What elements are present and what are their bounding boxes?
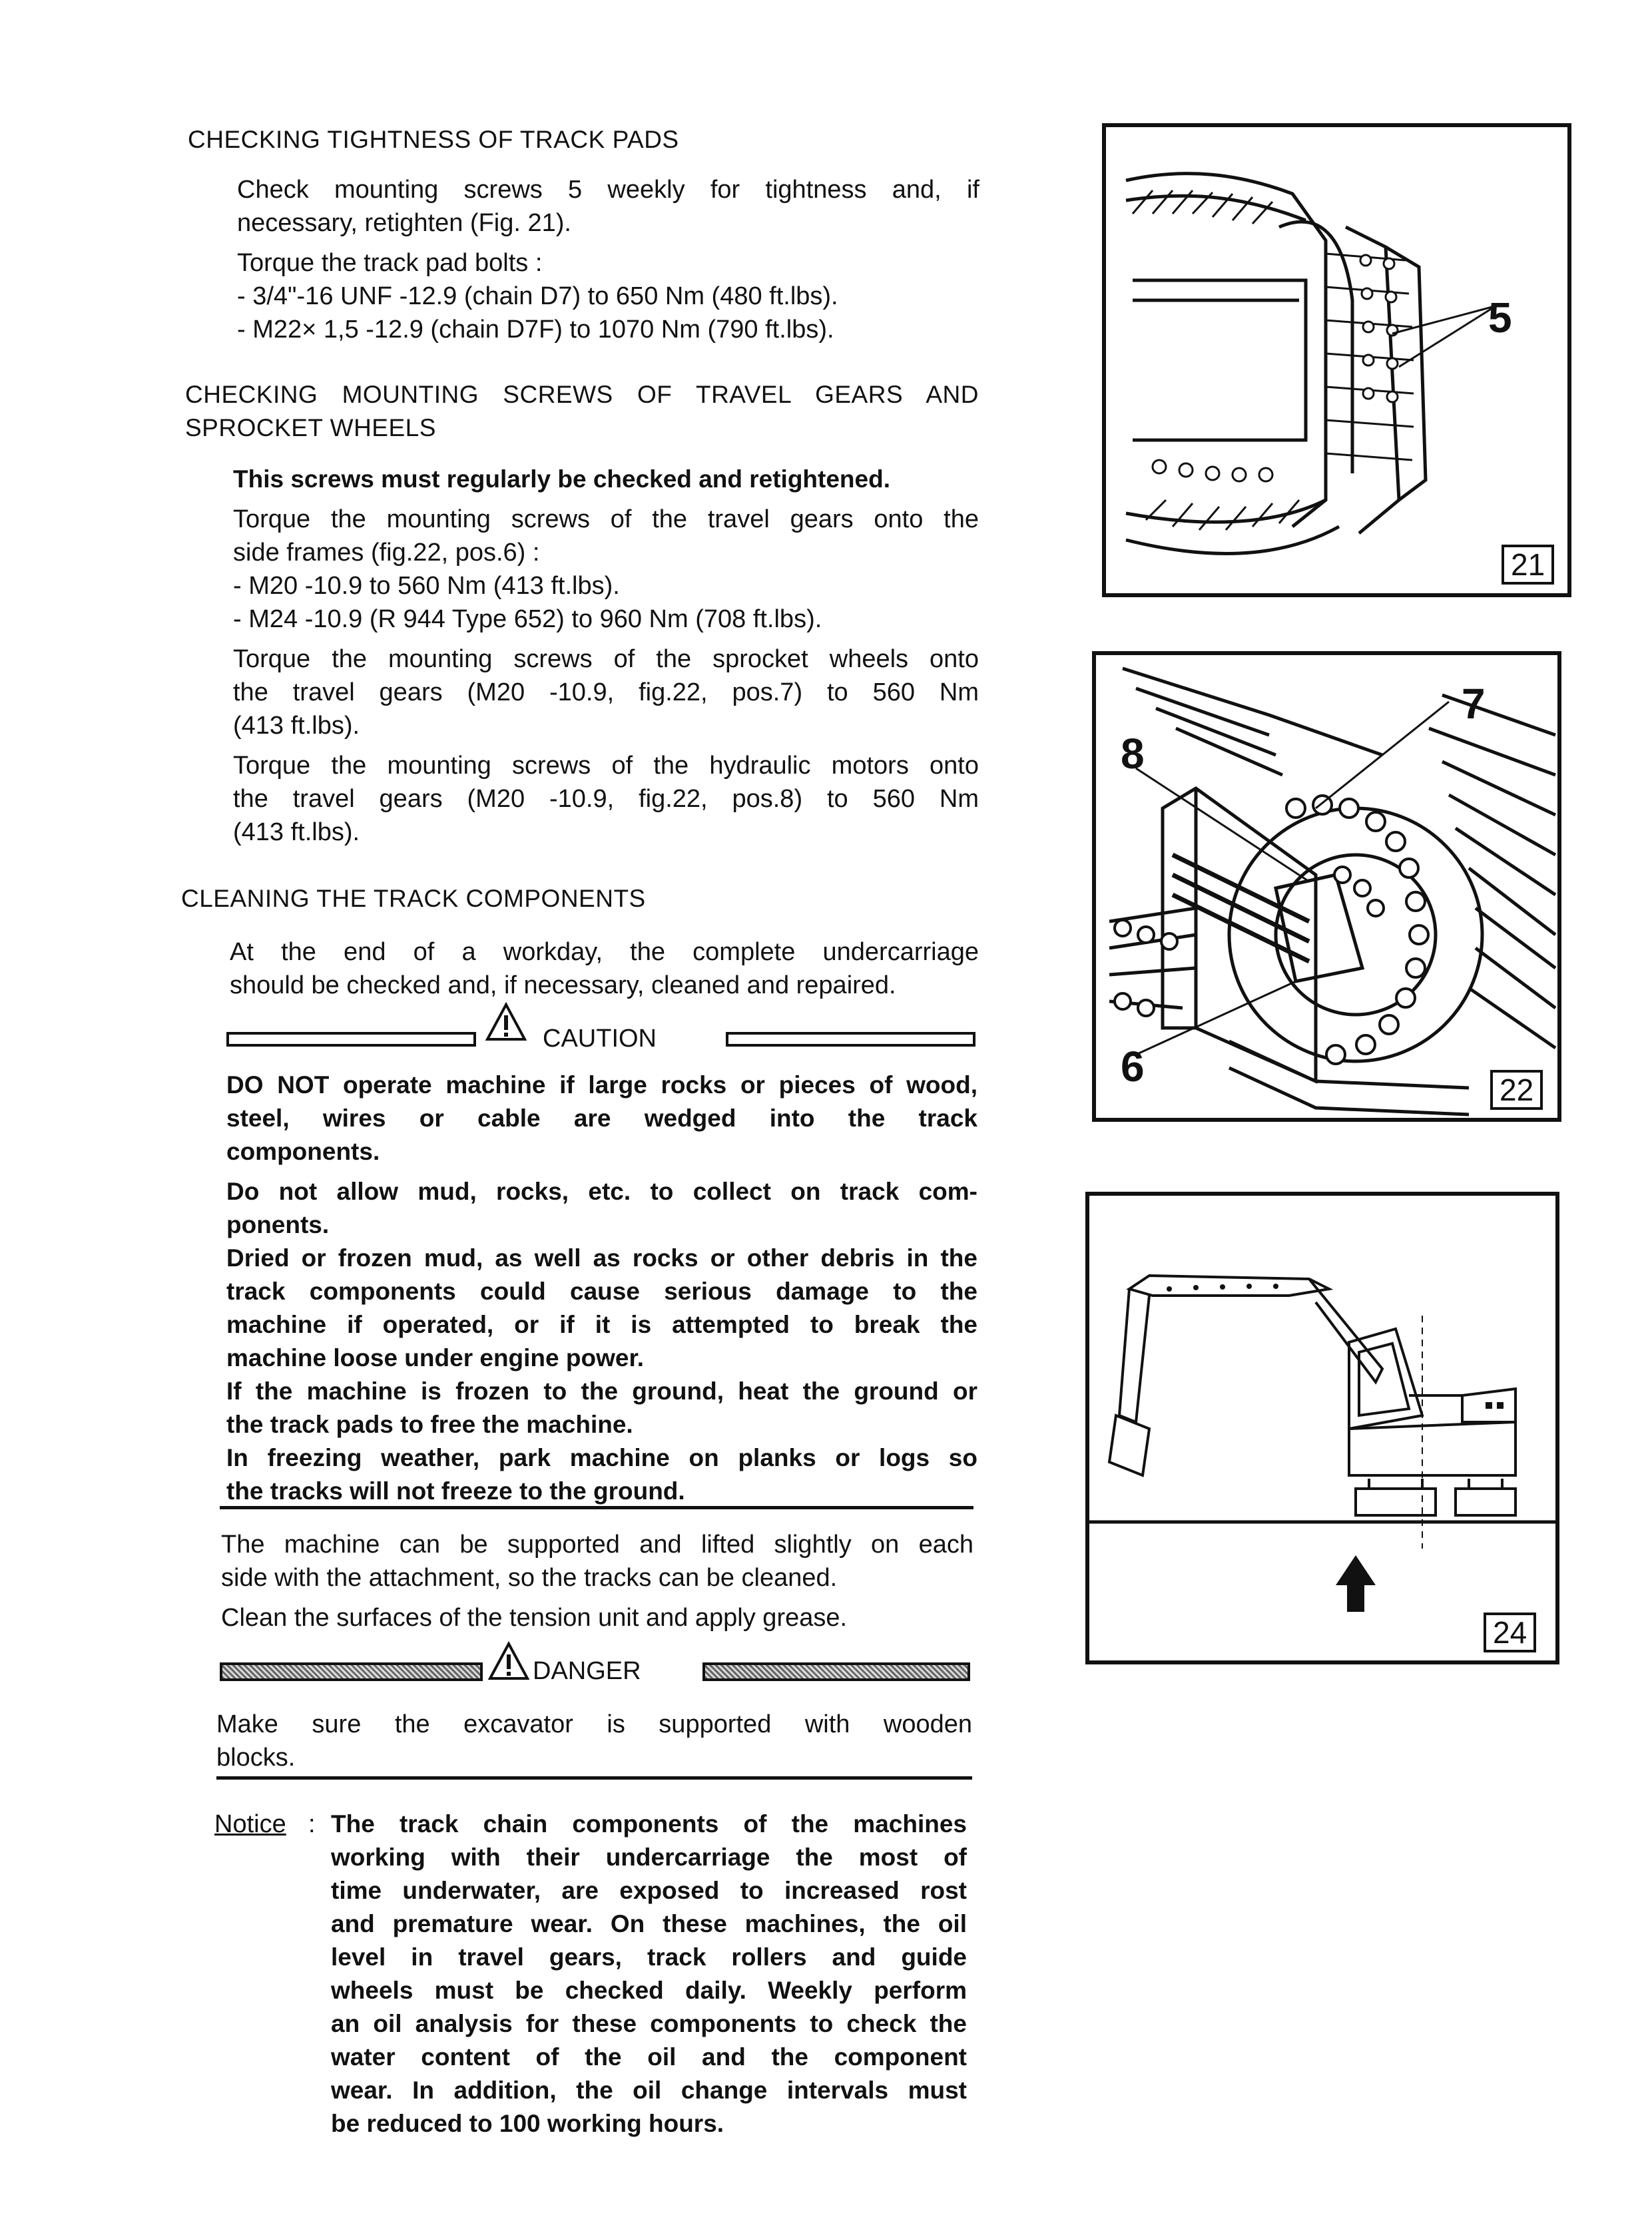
danger-end-rule — [216, 1776, 972, 1780]
danger-body — [216, 1708, 972, 1774]
notice-line: be reduced to 100 working hours. — [331, 2110, 724, 2137]
danger-line: blocks. — [216, 1744, 296, 1772]
callout-5: 5 — [1488, 294, 1512, 342]
danger-line: Make sure the excavator is supported with wooden — [216, 1710, 972, 1738]
body-line: side frames (fig.22, pos.6) : — [233, 539, 540, 567]
caution-bar-left — [226, 1032, 476, 1047]
caution-line: the tracks will not freeze to the ground. — [226, 1477, 685, 1505]
heading-line: CHECKING MOUNTING SCREWS OF TRAVEL GEARS AND — [185, 381, 979, 408]
body-line: - M20 -10.9 to 560 Nm (413 ft.lbs). — [233, 572, 620, 600]
danger-bar-left — [220, 1662, 483, 1681]
caution-body — [226, 1069, 977, 1508]
caution-bar-right — [726, 1032, 975, 1047]
notice-line: an oil analysis for these components to check the — [331, 2010, 967, 2037]
notice-line: wear. In addition, the oil change intervals must — [331, 2077, 967, 2104]
body-line: - 3/4"-16 UNF -12.9 (chain D7) to 650 Nm (480 ft.lbs). — [237, 282, 838, 310]
track-pads-illustration — [1106, 127, 1567, 593]
body-line: Torque the track pad bolts : — [237, 249, 543, 277]
body-line: side with the attachment, so the tracks can be cleaned. — [221, 1564, 838, 1592]
notice-line: level in travel gears, track rollers and guide — [331, 1943, 967, 1971]
callout-6: 6 — [1121, 1043, 1145, 1091]
caution-line: If the machine is frozen to the ground, heat the ground or — [226, 1377, 977, 1405]
body-line: Torque the mounting screws of the sprocket wheels onto — [233, 645, 979, 673]
excavator-illustration — [1089, 1196, 1555, 1660]
caution-line: DO NOT operate machine if large rocks or pieces of wood, — [226, 1071, 977, 1099]
caution-line: ponents. — [226, 1211, 330, 1238]
body-line: should be checked and, if necessary, cleaned and repaired. — [230, 971, 896, 999]
notice-line: time underwater, are exposed to increased rost — [331, 1877, 967, 1904]
body-line: - M24 -10.9 (R 944 Type 652) to 960 Nm (708 ft.lbs). — [233, 605, 822, 633]
support-body — [221, 1528, 973, 1634]
callout-8: 8 — [1121, 730, 1145, 778]
warning-triangle-icon — [485, 1002, 527, 1042]
notice-line: water content of the oil and the component — [331, 2043, 967, 2071]
warning-triangle-icon — [487, 1641, 530, 1681]
travel-gear-illustration — [1096, 655, 1557, 1118]
notice-label: Notice — [214, 1810, 286, 1838]
body-line: the travel gears (M20 -10.9, fig.22, pos.8) to 560 Nm — [233, 785, 979, 813]
heading-cleaning: CLEANING THE TRACK COMPONENTS — [181, 885, 646, 912]
caution-line: the track pads to free the machine. — [226, 1411, 633, 1438]
body-line: Torque the mounting screws of the travel gears onto the — [233, 505, 979, 533]
track-pads-body — [237, 173, 979, 346]
travel-gears-body — [233, 463, 979, 849]
body-line: At the end of a workday, the complete undercarriage — [230, 938, 979, 966]
caution-label: CAUTION — [543, 1025, 657, 1053]
notice-line: working with their undercarriage the most of — [331, 1844, 967, 1871]
body-line: Torque the mounting screws of the hydraulic motors onto — [233, 752, 979, 780]
figure-21 — [1102, 123, 1571, 597]
caution-line: Do not allow mud, rocks, etc. to collect on track com- — [226, 1178, 977, 1205]
notice-body — [331, 1808, 967, 2140]
body-line: Check mounting screws 5 weekly for tightness and, if — [237, 176, 979, 204]
body-line: - M22× 1,5 -12.9 (chain D7F) to 1070 Nm (790 ft.lbs). — [237, 316, 834, 344]
caution-line: machine loose under engine power. — [226, 1344, 645, 1371]
figure-22-number: 22 — [1490, 1070, 1543, 1110]
notice-line: and premature wear. On these machines, the oil — [331, 1910, 967, 1937]
danger-bar-right — [702, 1662, 970, 1681]
notice-separator: : — [308, 1810, 316, 1838]
body-line: the travel gears (M20 -10.9, fig.22, pos.7) to 560 Nm — [233, 678, 979, 706]
caution-line: track components could cause serious damage to the — [226, 1278, 977, 1305]
heading-track-pads: CHECKING TIGHTNESS OF TRACK PADS — [188, 126, 679, 153]
notice-line: wheels must be checked daily. Weekly perform — [331, 1977, 967, 2004]
figure-22 — [1092, 651, 1561, 1122]
caution-line: In freezing weather, park machine on planks or logs so — [226, 1444, 977, 1471]
callout-7: 7 — [1462, 680, 1486, 728]
danger-label: DANGER — [533, 1657, 641, 1685]
body-line: necessary, retighten (Fig. 21). — [237, 209, 571, 237]
caution-end-rule — [220, 1506, 973, 1509]
caution-line: components. — [226, 1138, 380, 1165]
body-line: (413 ft.lbs). — [233, 712, 360, 740]
caution-line: Dried or frozen mud, as well as rocks or other debris in the — [226, 1244, 977, 1272]
body-line: This screws must regularly be checked and retightened. — [233, 465, 890, 493]
figure-21-number: 21 — [1502, 545, 1554, 585]
body-line: The machine can be supported and lifted slightly on each — [221, 1531, 973, 1559]
heading-travel-gears — [185, 378, 979, 445]
caution-line: steel, wires or cable are wedged into the track — [226, 1105, 977, 1132]
body-line: Clean the surfaces of the tension unit and apply grease. — [221, 1604, 848, 1632]
body-line: (413 ft.lbs). — [233, 818, 360, 846]
notice-line: The track chain components of the machines — [331, 1810, 967, 1838]
heading-line: SPROCKET WHEELS — [185, 414, 436, 441]
figure-24-number: 24 — [1484, 1613, 1536, 1652]
caution-line: machine if operated, or if it is attempted to break the — [226, 1311, 977, 1338]
figure-24 — [1085, 1192, 1559, 1664]
cleaning-body — [230, 935, 979, 1002]
